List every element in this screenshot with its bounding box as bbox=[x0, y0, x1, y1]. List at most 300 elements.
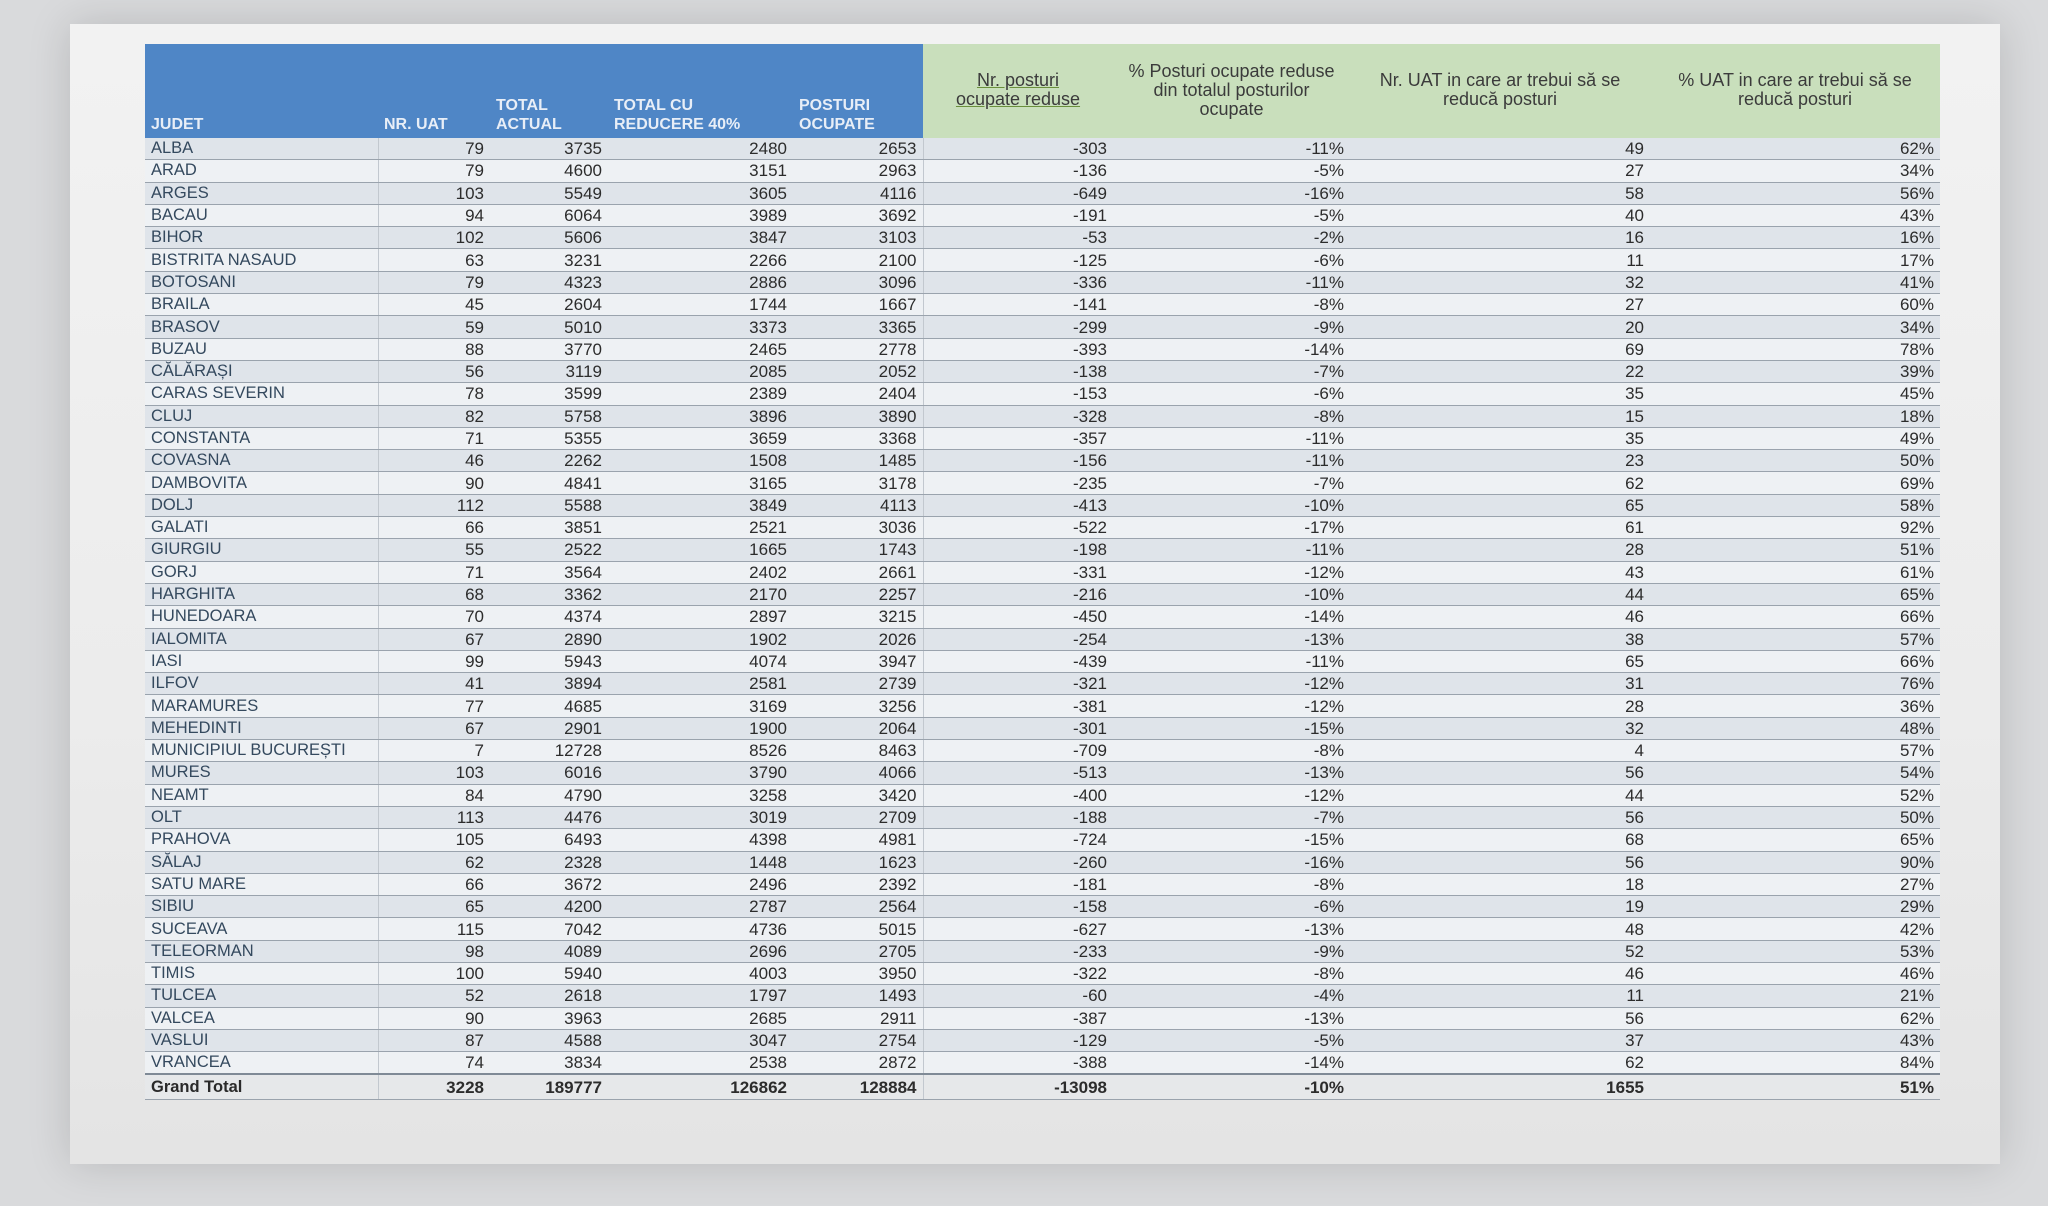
cell-total-actual[interactable]: 3963 bbox=[490, 1007, 608, 1029]
cell-posturi-reduse[interactable]: -153 bbox=[923, 383, 1113, 405]
cell-nr-uat-reduc[interactable]: 52 bbox=[1350, 940, 1650, 962]
total-uat[interactable]: 3228 bbox=[378, 1074, 490, 1100]
cell-posturi-reduse[interactable]: -233 bbox=[923, 940, 1113, 962]
cell-judet[interactable]: BACAU bbox=[145, 204, 378, 226]
cell-pct-uat-reduc[interactable]: 52% bbox=[1650, 784, 1940, 806]
cell-total-reducere[interactable]: 1448 bbox=[608, 851, 793, 873]
cell-total-actual[interactable]: 4089 bbox=[490, 940, 608, 962]
cell-posturi-ocupate[interactable]: 2653 bbox=[793, 138, 923, 160]
cell-pct-posturi[interactable]: -6% bbox=[1113, 383, 1350, 405]
cell-posturi-ocupate[interactable]: 2026 bbox=[793, 628, 923, 650]
cell-nr-uat[interactable]: 45 bbox=[378, 294, 490, 316]
cell-posturi-reduse[interactable]: -129 bbox=[923, 1029, 1113, 1051]
cell-nr-uat-reduc[interactable]: 32 bbox=[1350, 717, 1650, 739]
cell-nr-uat[interactable]: 77 bbox=[378, 695, 490, 717]
cell-pct-posturi[interactable]: -2% bbox=[1113, 227, 1350, 249]
cell-total-reducere[interactable]: 2085 bbox=[608, 360, 793, 382]
cell-nr-uat-reduc[interactable]: 58 bbox=[1350, 182, 1650, 204]
cell-posturi-reduse[interactable]: -387 bbox=[923, 1007, 1113, 1029]
cell-posturi-ocupate[interactable]: 3947 bbox=[793, 650, 923, 672]
cell-nr-uat[interactable]: 102 bbox=[378, 227, 490, 249]
cell-nr-uat[interactable]: 59 bbox=[378, 316, 490, 338]
cell-nr-uat[interactable]: 103 bbox=[378, 762, 490, 784]
cell-pct-posturi[interactable]: -6% bbox=[1113, 249, 1350, 271]
cell-nr-uat[interactable]: 71 bbox=[378, 561, 490, 583]
cell-nr-uat-reduc[interactable]: 11 bbox=[1350, 985, 1650, 1007]
cell-posturi-reduse[interactable]: -439 bbox=[923, 650, 1113, 672]
cell-nr-uat[interactable]: 71 bbox=[378, 427, 490, 449]
cell-judet[interactable]: BRAILA bbox=[145, 294, 378, 316]
cell-judet[interactable]: SĂLAJ bbox=[145, 851, 378, 873]
cell-total-reducere[interactable]: 2581 bbox=[608, 673, 793, 695]
cell-posturi-ocupate[interactable]: 1667 bbox=[793, 294, 923, 316]
cell-posturi-ocupate[interactable]: 3103 bbox=[793, 227, 923, 249]
cell-total-actual[interactable]: 4200 bbox=[490, 896, 608, 918]
cell-total-reducere[interactable]: 3896 bbox=[608, 405, 793, 427]
cell-posturi-reduse[interactable]: -381 bbox=[923, 695, 1113, 717]
cell-nr-uat-reduc[interactable]: 32 bbox=[1350, 271, 1650, 293]
cell-pct-posturi[interactable]: -15% bbox=[1113, 717, 1350, 739]
cell-pct-posturi[interactable]: -11% bbox=[1113, 539, 1350, 561]
cell-total-actual[interactable]: 4790 bbox=[490, 784, 608, 806]
cell-posturi-ocupate[interactable]: 2754 bbox=[793, 1029, 923, 1051]
cell-posturi-ocupate[interactable]: 2705 bbox=[793, 940, 923, 962]
cell-judet[interactable]: IALOMITA bbox=[145, 628, 378, 650]
cell-posturi-ocupate[interactable]: 1493 bbox=[793, 985, 923, 1007]
cell-posturi-ocupate[interactable]: 1485 bbox=[793, 450, 923, 472]
cell-pct-uat-reduc[interactable]: 57% bbox=[1650, 628, 1940, 650]
cell-pct-uat-reduc[interactable]: 69% bbox=[1650, 472, 1940, 494]
cell-posturi-reduse[interactable]: -181 bbox=[923, 873, 1113, 895]
cell-pct-posturi[interactable]: -8% bbox=[1113, 740, 1350, 762]
cell-pct-posturi[interactable]: -7% bbox=[1113, 472, 1350, 494]
cell-pct-posturi[interactable]: -13% bbox=[1113, 918, 1350, 940]
cell-pct-uat-reduc[interactable]: 29% bbox=[1650, 896, 1940, 918]
cell-posturi-ocupate[interactable]: 2911 bbox=[793, 1007, 923, 1029]
cell-total-actual[interactable]: 4476 bbox=[490, 806, 608, 828]
cell-judet[interactable]: BRASOV bbox=[145, 316, 378, 338]
cell-posturi-reduse[interactable]: -198 bbox=[923, 539, 1113, 561]
cell-nr-uat[interactable]: 7 bbox=[378, 740, 490, 762]
cell-posturi-ocupate[interactable]: 2064 bbox=[793, 717, 923, 739]
cell-total-actual[interactable]: 3231 bbox=[490, 249, 608, 271]
cell-nr-uat[interactable]: 79 bbox=[378, 160, 490, 182]
cell-judet[interactable]: GALATI bbox=[145, 517, 378, 539]
cell-nr-uat-reduc[interactable]: 11 bbox=[1350, 249, 1650, 271]
cell-pct-posturi[interactable]: -11% bbox=[1113, 138, 1350, 160]
cell-nr-uat-reduc[interactable]: 46 bbox=[1350, 606, 1650, 628]
cell-judet[interactable]: DAMBOVITA bbox=[145, 472, 378, 494]
cell-total-actual[interactable]: 3362 bbox=[490, 583, 608, 605]
cell-pct-posturi[interactable]: -17% bbox=[1113, 517, 1350, 539]
cell-pct-uat-reduc[interactable]: 57% bbox=[1650, 740, 1940, 762]
cell-posturi-reduse[interactable]: -141 bbox=[923, 294, 1113, 316]
cell-nr-uat-reduc[interactable]: 31 bbox=[1350, 673, 1650, 695]
cell-posturi-reduse[interactable]: -388 bbox=[923, 1052, 1113, 1075]
cell-posturi-reduse[interactable]: -235 bbox=[923, 472, 1113, 494]
cell-nr-uat-reduc[interactable]: 19 bbox=[1350, 896, 1650, 918]
cell-nr-uat[interactable]: 74 bbox=[378, 1052, 490, 1075]
cell-pct-uat-reduc[interactable]: 34% bbox=[1650, 160, 1940, 182]
cell-total-reducere[interactable]: 4736 bbox=[608, 918, 793, 940]
cell-nr-uat[interactable]: 62 bbox=[378, 851, 490, 873]
cell-posturi-ocupate[interactable]: 2052 bbox=[793, 360, 923, 382]
cell-pct-uat-reduc[interactable]: 41% bbox=[1650, 271, 1940, 293]
cell-nr-uat[interactable]: 41 bbox=[378, 673, 490, 695]
cell-posturi-reduse[interactable]: -136 bbox=[923, 160, 1113, 182]
cell-total-reducere[interactable]: 2886 bbox=[608, 271, 793, 293]
cell-posturi-ocupate[interactable]: 3178 bbox=[793, 472, 923, 494]
cell-total-reducere[interactable]: 2402 bbox=[608, 561, 793, 583]
cell-total-actual[interactable]: 3770 bbox=[490, 338, 608, 360]
total-nr-uat[interactable]: 1655 bbox=[1350, 1074, 1650, 1100]
cell-nr-uat[interactable]: 52 bbox=[378, 985, 490, 1007]
cell-pct-uat-reduc[interactable]: 17% bbox=[1650, 249, 1940, 271]
cell-nr-uat[interactable]: 67 bbox=[378, 628, 490, 650]
cell-nr-uat[interactable]: 68 bbox=[378, 583, 490, 605]
cell-pct-uat-reduc[interactable]: 43% bbox=[1650, 204, 1940, 226]
cell-posturi-reduse[interactable]: -301 bbox=[923, 717, 1113, 739]
cell-nr-uat[interactable]: 79 bbox=[378, 138, 490, 160]
cell-posturi-ocupate[interactable]: 3096 bbox=[793, 271, 923, 293]
cell-posturi-ocupate[interactable]: 8463 bbox=[793, 740, 923, 762]
cell-judet[interactable]: SIBIU bbox=[145, 896, 378, 918]
cell-nr-uat[interactable]: 66 bbox=[378, 873, 490, 895]
cell-posturi-ocupate[interactable]: 2100 bbox=[793, 249, 923, 271]
cell-pct-uat-reduc[interactable]: 21% bbox=[1650, 985, 1940, 1007]
cell-total-actual[interactable]: 3564 bbox=[490, 561, 608, 583]
cell-nr-uat[interactable]: 105 bbox=[378, 829, 490, 851]
cell-pct-uat-reduc[interactable]: 60% bbox=[1650, 294, 1940, 316]
cell-judet[interactable]: NEAMT bbox=[145, 784, 378, 806]
cell-judet[interactable]: GORJ bbox=[145, 561, 378, 583]
cell-posturi-ocupate[interactable]: 1623 bbox=[793, 851, 923, 873]
cell-pct-posturi[interactable]: -14% bbox=[1113, 606, 1350, 628]
cell-posturi-ocupate[interactable]: 2661 bbox=[793, 561, 923, 583]
cell-posturi-reduse[interactable]: -709 bbox=[923, 740, 1113, 762]
cell-nr-uat-reduc[interactable]: 62 bbox=[1350, 1052, 1650, 1075]
cell-pct-uat-reduc[interactable]: 50% bbox=[1650, 450, 1940, 472]
cell-posturi-reduse[interactable]: -254 bbox=[923, 628, 1113, 650]
cell-posturi-ocupate[interactable]: 5015 bbox=[793, 918, 923, 940]
cell-pct-uat-reduc[interactable]: 46% bbox=[1650, 962, 1940, 984]
cell-pct-posturi[interactable]: -13% bbox=[1113, 1007, 1350, 1029]
cell-nr-uat-reduc[interactable]: 35 bbox=[1350, 427, 1650, 449]
cell-nr-uat-reduc[interactable]: 48 bbox=[1350, 918, 1650, 940]
cell-posturi-reduse[interactable]: -158 bbox=[923, 896, 1113, 918]
cell-nr-uat[interactable]: 65 bbox=[378, 896, 490, 918]
cell-nr-uat[interactable]: 70 bbox=[378, 606, 490, 628]
cell-total-reducere[interactable]: 4398 bbox=[608, 829, 793, 851]
cell-total-actual[interactable]: 2890 bbox=[490, 628, 608, 650]
cell-pct-uat-reduc[interactable]: 27% bbox=[1650, 873, 1940, 895]
cell-nr-uat-reduc[interactable]: 69 bbox=[1350, 338, 1650, 360]
cell-posturi-ocupate[interactable]: 1743 bbox=[793, 539, 923, 561]
cell-pct-posturi[interactable]: -12% bbox=[1113, 784, 1350, 806]
cell-posturi-reduse[interactable]: -125 bbox=[923, 249, 1113, 271]
cell-pct-posturi[interactable]: -5% bbox=[1113, 204, 1350, 226]
cell-posturi-ocupate[interactable]: 3215 bbox=[793, 606, 923, 628]
cell-nr-uat-reduc[interactable]: 40 bbox=[1350, 204, 1650, 226]
cell-posturi-reduse[interactable]: -53 bbox=[923, 227, 1113, 249]
cell-pct-posturi[interactable]: -6% bbox=[1113, 896, 1350, 918]
cell-posturi-reduse[interactable]: -450 bbox=[923, 606, 1113, 628]
cell-total-actual[interactable]: 5549 bbox=[490, 182, 608, 204]
cell-total-actual[interactable]: 4323 bbox=[490, 271, 608, 293]
header-judet[interactable]: JUDET bbox=[145, 44, 378, 138]
cell-judet[interactable]: TELEORMAN bbox=[145, 940, 378, 962]
cell-total-reducere[interactable]: 4074 bbox=[608, 650, 793, 672]
cell-nr-uat[interactable]: 67 bbox=[378, 717, 490, 739]
cell-nr-uat-reduc[interactable]: 37 bbox=[1350, 1029, 1650, 1051]
cell-total-reducere[interactable]: 3019 bbox=[608, 806, 793, 828]
cell-judet[interactable]: GIURGIU bbox=[145, 539, 378, 561]
cell-posturi-ocupate[interactable]: 4113 bbox=[793, 494, 923, 516]
cell-pct-posturi[interactable]: -7% bbox=[1113, 360, 1350, 382]
cell-posturi-reduse[interactable]: -328 bbox=[923, 405, 1113, 427]
cell-pct-uat-reduc[interactable]: 65% bbox=[1650, 583, 1940, 605]
cell-nr-uat[interactable]: 100 bbox=[378, 962, 490, 984]
cell-pct-uat-reduc[interactable]: 49% bbox=[1650, 427, 1940, 449]
cell-posturi-ocupate[interactable]: 3692 bbox=[793, 204, 923, 226]
cell-total-actual[interactable]: 4841 bbox=[490, 472, 608, 494]
cell-total-actual[interactable]: 5355 bbox=[490, 427, 608, 449]
cell-nr-uat[interactable]: 99 bbox=[378, 650, 490, 672]
cell-total-reducere[interactable]: 2389 bbox=[608, 383, 793, 405]
cell-nr-uat-reduc[interactable]: 61 bbox=[1350, 517, 1650, 539]
cell-nr-uat[interactable]: 115 bbox=[378, 918, 490, 940]
cell-nr-uat[interactable]: 103 bbox=[378, 182, 490, 204]
cell-nr-uat[interactable]: 87 bbox=[378, 1029, 490, 1051]
cell-total-reducere[interactable]: 3605 bbox=[608, 182, 793, 204]
cell-total-reducere[interactable]: 2521 bbox=[608, 517, 793, 539]
cell-judet[interactable]: BOTOSANI bbox=[145, 271, 378, 293]
cell-posturi-reduse[interactable]: -60 bbox=[923, 985, 1113, 1007]
cell-total-reducere[interactable]: 2696 bbox=[608, 940, 793, 962]
cell-nr-uat[interactable]: 66 bbox=[378, 517, 490, 539]
cell-posturi-reduse[interactable]: -138 bbox=[923, 360, 1113, 382]
cell-pct-posturi[interactable]: -11% bbox=[1113, 650, 1350, 672]
cell-nr-uat-reduc[interactable]: 16 bbox=[1350, 227, 1650, 249]
cell-posturi-ocupate[interactable]: 3420 bbox=[793, 784, 923, 806]
cell-pct-uat-reduc[interactable]: 92% bbox=[1650, 517, 1940, 539]
cell-nr-uat-reduc[interactable]: 23 bbox=[1350, 450, 1650, 472]
cell-judet[interactable]: TULCEA bbox=[145, 985, 378, 1007]
cell-pct-posturi[interactable]: -14% bbox=[1113, 1052, 1350, 1075]
cell-pct-uat-reduc[interactable]: 36% bbox=[1650, 695, 1940, 717]
cell-judet[interactable]: BIHOR bbox=[145, 227, 378, 249]
cell-judet[interactable]: ALBA bbox=[145, 138, 378, 160]
total-reduse[interactable]: -13098 bbox=[923, 1074, 1113, 1100]
cell-judet[interactable]: ILFOV bbox=[145, 673, 378, 695]
total-pct-uat[interactable]: 51% bbox=[1650, 1074, 1940, 1100]
cell-posturi-ocupate[interactable]: 4981 bbox=[793, 829, 923, 851]
cell-judet[interactable]: COVASNA bbox=[145, 450, 378, 472]
cell-pct-posturi[interactable]: -14% bbox=[1113, 338, 1350, 360]
total-ocupate[interactable]: 128884 bbox=[793, 1074, 923, 1100]
cell-posturi-ocupate[interactable]: 3890 bbox=[793, 405, 923, 427]
header-pct-uat-reduc[interactable]: % UAT in care ar trebui să se reducă posturi bbox=[1650, 44, 1940, 138]
cell-posturi-ocupate[interactable]: 3256 bbox=[793, 695, 923, 717]
cell-nr-uat[interactable]: 98 bbox=[378, 940, 490, 962]
cell-judet[interactable]: ARGES bbox=[145, 182, 378, 204]
cell-total-actual[interactable]: 4685 bbox=[490, 695, 608, 717]
cell-nr-uat[interactable]: 55 bbox=[378, 539, 490, 561]
cell-total-actual[interactable]: 6016 bbox=[490, 762, 608, 784]
cell-judet[interactable]: BISTRITA NASAUD bbox=[145, 249, 378, 271]
cell-total-reducere[interactable]: 3151 bbox=[608, 160, 793, 182]
cell-judet[interactable]: PRAHOVA bbox=[145, 829, 378, 851]
cell-judet[interactable]: CARAS SEVERIN bbox=[145, 383, 378, 405]
cell-pct-posturi[interactable]: -7% bbox=[1113, 806, 1350, 828]
cell-posturi-ocupate[interactable]: 3950 bbox=[793, 962, 923, 984]
cell-nr-uat-reduc[interactable]: 18 bbox=[1350, 873, 1650, 895]
cell-nr-uat-reduc[interactable]: 4 bbox=[1350, 740, 1650, 762]
cell-judet[interactable]: MEHEDINTI bbox=[145, 717, 378, 739]
cell-pct-posturi[interactable]: -8% bbox=[1113, 873, 1350, 895]
cell-posturi-ocupate[interactable]: 2404 bbox=[793, 383, 923, 405]
cell-judet[interactable]: MARAMURES bbox=[145, 695, 378, 717]
cell-nr-uat-reduc[interactable]: 56 bbox=[1350, 851, 1650, 873]
cell-total-reducere[interactable]: 3165 bbox=[608, 472, 793, 494]
cell-posturi-ocupate[interactable]: 4066 bbox=[793, 762, 923, 784]
cell-nr-uat-reduc[interactable]: 35 bbox=[1350, 383, 1650, 405]
cell-nr-uat[interactable]: 112 bbox=[378, 494, 490, 516]
cell-total-actual[interactable]: 6493 bbox=[490, 829, 608, 851]
cell-pct-posturi[interactable]: -10% bbox=[1113, 494, 1350, 516]
cell-nr-uat-reduc[interactable]: 27 bbox=[1350, 294, 1650, 316]
cell-judet[interactable]: HARGHITA bbox=[145, 583, 378, 605]
cell-nr-uat-reduc[interactable]: 44 bbox=[1350, 784, 1650, 806]
cell-pct-posturi[interactable]: -10% bbox=[1113, 583, 1350, 605]
cell-nr-uat-reduc[interactable]: 22 bbox=[1350, 360, 1650, 382]
cell-pct-uat-reduc[interactable]: 65% bbox=[1650, 829, 1940, 851]
cell-pct-posturi[interactable]: -16% bbox=[1113, 182, 1350, 204]
cell-nr-uat-reduc[interactable]: 43 bbox=[1350, 561, 1650, 583]
header-posturi-reduse[interactable] bbox=[923, 44, 1113, 138]
cell-total-reducere[interactable]: 2465 bbox=[608, 338, 793, 360]
cell-posturi-reduse[interactable]: -216 bbox=[923, 583, 1113, 605]
cell-total-actual[interactable]: 2262 bbox=[490, 450, 608, 472]
cell-posturi-reduse[interactable]: -188 bbox=[923, 806, 1113, 828]
total-label[interactable]: Grand Total bbox=[145, 1074, 378, 1100]
cell-nr-uat-reduc[interactable]: 49 bbox=[1350, 138, 1650, 160]
cell-total-reducere[interactable]: 3790 bbox=[608, 762, 793, 784]
cell-posturi-reduse[interactable]: -331 bbox=[923, 561, 1113, 583]
cell-posturi-reduse[interactable]: -400 bbox=[923, 784, 1113, 806]
cell-pct-uat-reduc[interactable]: 42% bbox=[1650, 918, 1940, 940]
cell-posturi-reduse[interactable]: -513 bbox=[923, 762, 1113, 784]
cell-judet[interactable]: BUZAU bbox=[145, 338, 378, 360]
header-total-reducere[interactable]: TOTAL CU REDUCERE 40% bbox=[608, 44, 793, 138]
cell-pct-uat-reduc[interactable]: 34% bbox=[1650, 316, 1940, 338]
cell-posturi-ocupate[interactable]: 2257 bbox=[793, 583, 923, 605]
cell-posturi-reduse[interactable]: -413 bbox=[923, 494, 1113, 516]
cell-total-reducere[interactable]: 3373 bbox=[608, 316, 793, 338]
cell-nr-uat[interactable]: 88 bbox=[378, 338, 490, 360]
cell-pct-posturi[interactable]: -5% bbox=[1113, 1029, 1350, 1051]
cell-posturi-reduse[interactable]: -260 bbox=[923, 851, 1113, 873]
cell-posturi-reduse[interactable]: -299 bbox=[923, 316, 1113, 338]
cell-judet[interactable]: ARAD bbox=[145, 160, 378, 182]
cell-total-actual[interactable]: 4600 bbox=[490, 160, 608, 182]
cell-total-actual[interactable]: 2618 bbox=[490, 985, 608, 1007]
cell-judet[interactable]: IASI bbox=[145, 650, 378, 672]
cell-pct-uat-reduc[interactable]: 61% bbox=[1650, 561, 1940, 583]
cell-pct-uat-reduc[interactable]: 53% bbox=[1650, 940, 1940, 962]
cell-pct-uat-reduc[interactable]: 16% bbox=[1650, 227, 1940, 249]
header-nr-uat[interactable]: NR. UAT bbox=[378, 44, 490, 138]
cell-nr-uat[interactable]: 78 bbox=[378, 383, 490, 405]
cell-nr-uat-reduc[interactable]: 20 bbox=[1350, 316, 1650, 338]
cell-nr-uat[interactable]: 79 bbox=[378, 271, 490, 293]
total-actual[interactable]: 189777 bbox=[490, 1074, 608, 1100]
cell-pct-uat-reduc[interactable]: 56% bbox=[1650, 182, 1940, 204]
cell-judet[interactable]: VALCEA bbox=[145, 1007, 378, 1029]
cell-pct-uat-reduc[interactable]: 18% bbox=[1650, 405, 1940, 427]
cell-pct-posturi[interactable]: -12% bbox=[1113, 561, 1350, 583]
cell-pct-uat-reduc[interactable]: 66% bbox=[1650, 650, 1940, 672]
cell-nr-uat-reduc[interactable]: 56 bbox=[1350, 762, 1650, 784]
cell-pct-posturi[interactable]: -13% bbox=[1113, 628, 1350, 650]
header-posturi-ocupate[interactable]: POSTURI OCUPATE bbox=[793, 44, 923, 138]
cell-judet[interactable]: OLT bbox=[145, 806, 378, 828]
cell-posturi-ocupate[interactable]: 2963 bbox=[793, 160, 923, 182]
cell-pct-posturi[interactable]: -13% bbox=[1113, 762, 1350, 784]
cell-total-reducere[interactable]: 2685 bbox=[608, 1007, 793, 1029]
header-total-actual[interactable]: TOTAL ACTUAL bbox=[490, 44, 608, 138]
cell-nr-uat[interactable]: 46 bbox=[378, 450, 490, 472]
cell-total-actual[interactable]: 3851 bbox=[490, 517, 608, 539]
header-nr-uat-reduc[interactable]: Nr. UAT in care ar trebui să se reducă posturi bbox=[1350, 44, 1650, 138]
cell-nr-uat[interactable]: 113 bbox=[378, 806, 490, 828]
cell-pct-uat-reduc[interactable]: 58% bbox=[1650, 494, 1940, 516]
cell-pct-uat-reduc[interactable]: 39% bbox=[1650, 360, 1940, 382]
cell-total-reducere[interactable]: 3989 bbox=[608, 204, 793, 226]
cell-nr-uat[interactable]: 90 bbox=[378, 1007, 490, 1029]
cell-posturi-reduse[interactable]: -393 bbox=[923, 338, 1113, 360]
cell-judet[interactable]: SATU MARE bbox=[145, 873, 378, 895]
cell-pct-uat-reduc[interactable]: 90% bbox=[1650, 851, 1940, 873]
cell-total-actual[interactable]: 3894 bbox=[490, 673, 608, 695]
cell-judet[interactable]: HUNEDOARA bbox=[145, 606, 378, 628]
cell-posturi-reduse[interactable]: -336 bbox=[923, 271, 1113, 293]
cell-nr-uat-reduc[interactable]: 46 bbox=[1350, 962, 1650, 984]
cell-pct-uat-reduc[interactable]: 45% bbox=[1650, 383, 1940, 405]
cell-total-actual[interactable]: 2901 bbox=[490, 717, 608, 739]
cell-posturi-reduse[interactable]: -191 bbox=[923, 204, 1113, 226]
total-pct[interactable]: -10% bbox=[1113, 1074, 1350, 1100]
cell-nr-uat[interactable]: 82 bbox=[378, 405, 490, 427]
cell-judet[interactable]: VRANCEA bbox=[145, 1052, 378, 1075]
cell-posturi-ocupate[interactable]: 2564 bbox=[793, 896, 923, 918]
cell-total-actual[interactable]: 3672 bbox=[490, 873, 608, 895]
cell-total-reducere[interactable]: 2538 bbox=[608, 1052, 793, 1075]
cell-posturi-reduse[interactable]: -303 bbox=[923, 138, 1113, 160]
cell-total-reducere[interactable]: 8526 bbox=[608, 740, 793, 762]
cell-posturi-ocupate[interactable]: 2709 bbox=[793, 806, 923, 828]
cell-pct-uat-reduc[interactable]: 54% bbox=[1650, 762, 1940, 784]
cell-judet[interactable]: SUCEAVA bbox=[145, 918, 378, 940]
cell-total-reducere[interactable]: 2266 bbox=[608, 249, 793, 271]
cell-pct-uat-reduc[interactable]: 51% bbox=[1650, 539, 1940, 561]
cell-total-actual[interactable]: 3599 bbox=[490, 383, 608, 405]
cell-nr-uat-reduc[interactable]: 62 bbox=[1350, 472, 1650, 494]
cell-judet[interactable]: VASLUI bbox=[145, 1029, 378, 1051]
cell-pct-uat-reduc[interactable]: 62% bbox=[1650, 1007, 1940, 1029]
cell-total-reducere[interactable]: 3847 bbox=[608, 227, 793, 249]
cell-total-reducere[interactable]: 2170 bbox=[608, 583, 793, 605]
